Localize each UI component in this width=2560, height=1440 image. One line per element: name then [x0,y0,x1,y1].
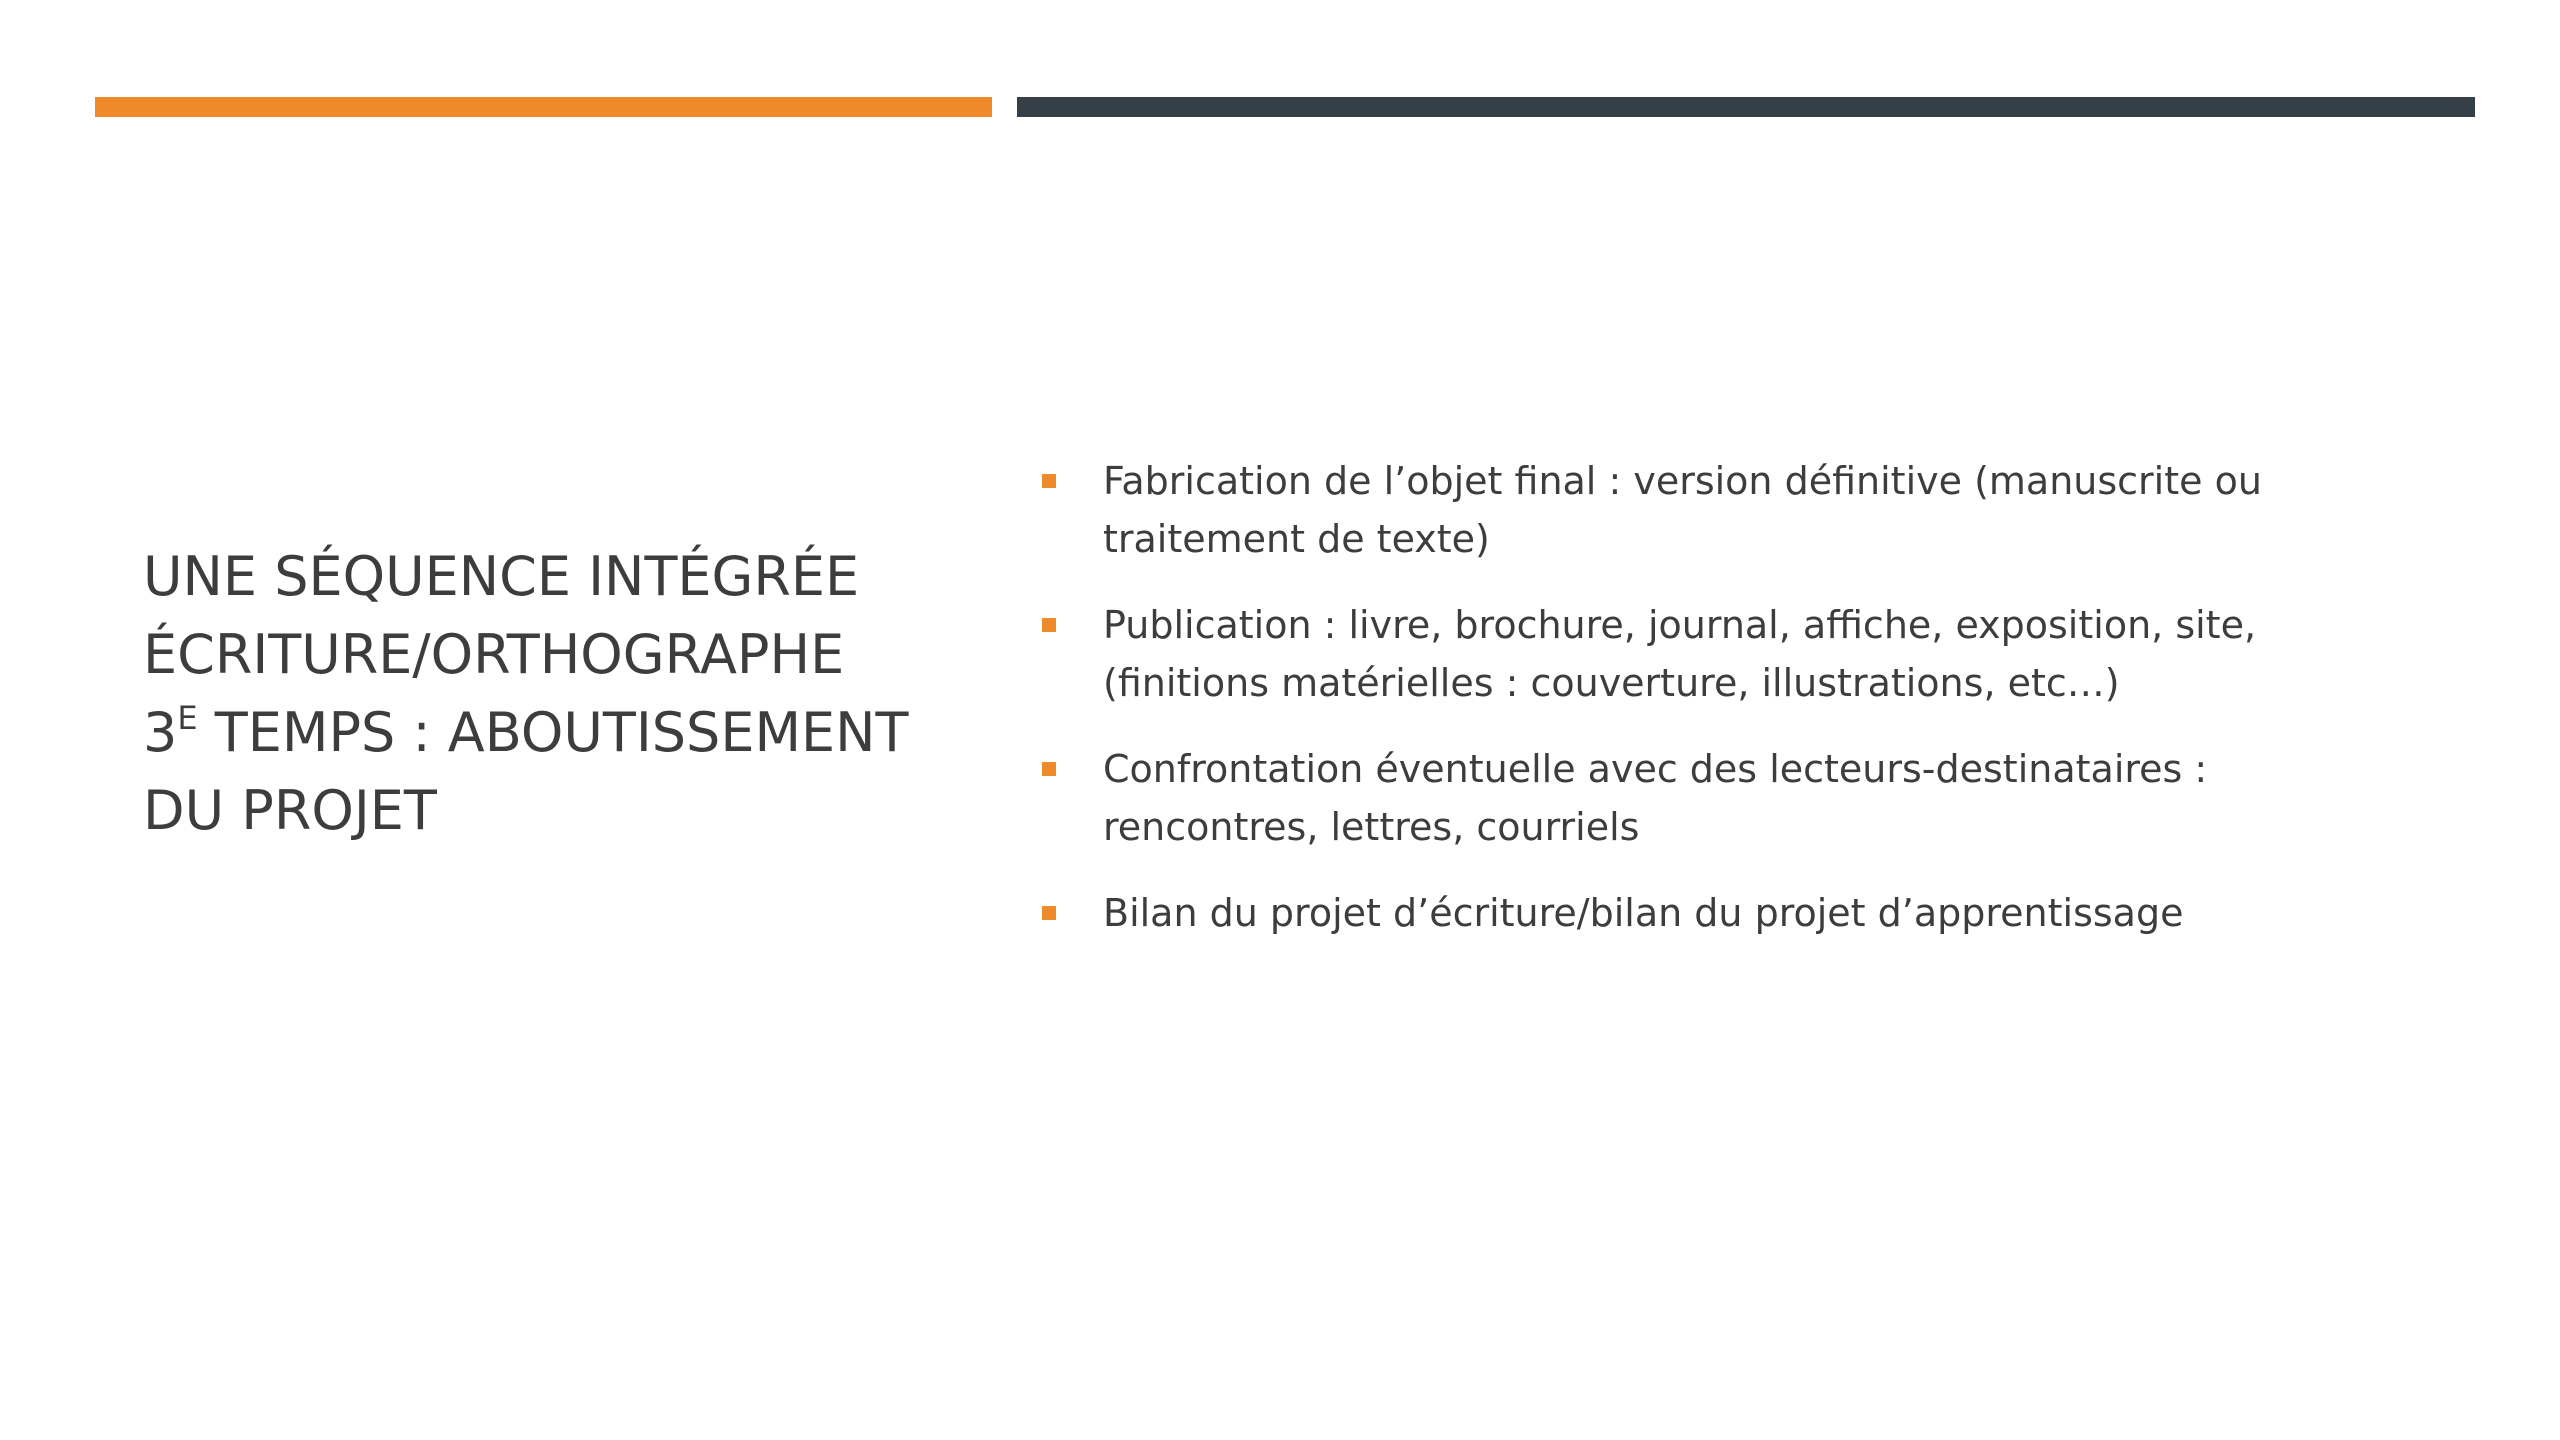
title-number: 3 [143,701,178,764]
title-line-4: DU PROJET [143,779,437,842]
accent-bar-orange [95,97,992,117]
list-item [1040,740,2440,856]
title-line-3 [143,694,993,772]
title-line-3-text: TEMPS : ABOUTISSEMENT [197,701,909,764]
title-line-1: UNE SÉQUENCE INTÉGRÉE [143,545,860,608]
bullet-text-line: Bilan du projet d’écriture/bilan du projet d’apprentissage [1103,891,2184,935]
bullet-square-icon [1042,906,1056,920]
bullet-text-line: Confrontation éventuelle avec des lecteurs-destinataires : [1103,747,2208,791]
accent-bar-dark [1017,97,2475,117]
bullet-text-line: Publication : livre, brochure, journal, affiche, exposition, site, [1103,603,2257,647]
title-superscript: E [177,699,198,737]
bullet-text-line: rencontres, lettres, courriels [1103,805,1640,849]
bullet-square-icon [1042,618,1056,632]
bullet-square-icon [1042,474,1056,488]
slide-title [143,538,993,850]
title-line-2: ÉCRITURE/ORTHOGRAPHE [143,623,845,686]
list-item [1040,884,2440,942]
bullet-square-icon [1042,762,1056,776]
list-item [1040,452,2440,568]
list-item [1040,596,2440,712]
bullet-text-line: traitement de texte) [1103,517,1490,561]
bullet-list [1040,452,2440,970]
bullet-text-line: Fabrication de l’objet final : version définitive (manuscrite ou [1103,459,2262,503]
bullet-text-line: (finitions matérielles : couverture, illustrations, etc…) [1103,661,2120,705]
